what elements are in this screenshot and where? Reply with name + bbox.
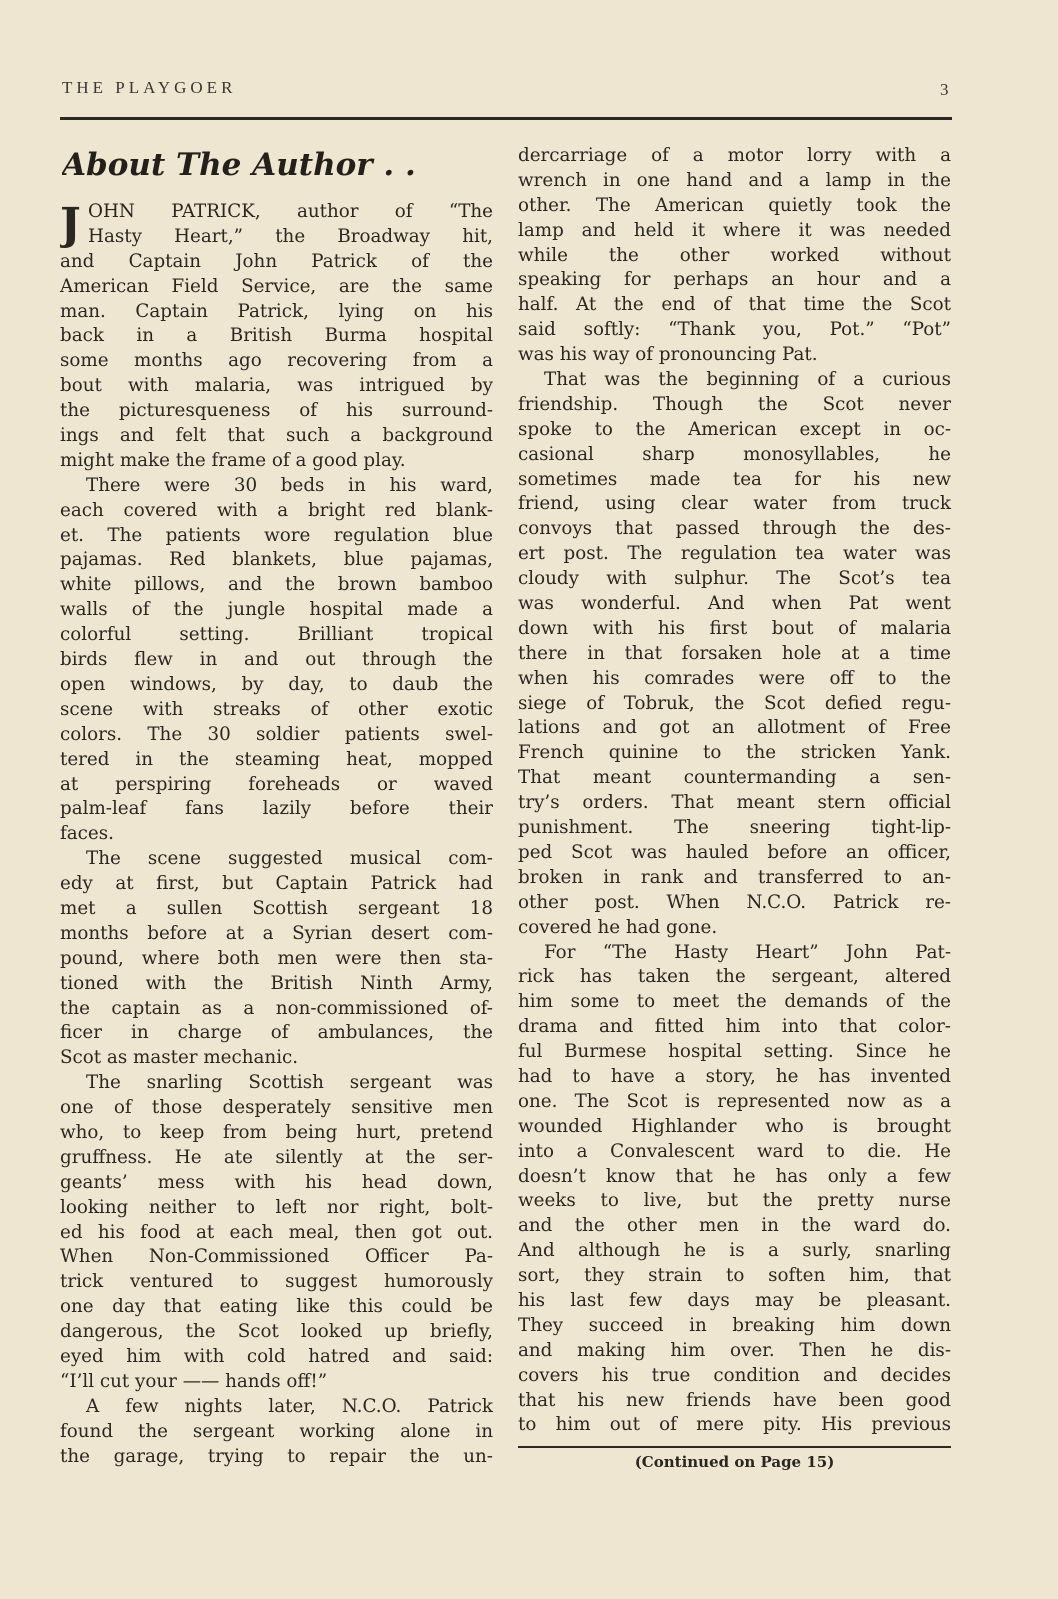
text-line: cloudy with sulphur. The Scot’s tea: [518, 568, 951, 590]
text-line: said softly: “Thank you, Pot.” “Pot”: [518, 319, 951, 341]
page-number: 3: [940, 80, 949, 99]
text-line: dangerous, the Scot looked up briefly,: [60, 1321, 493, 1343]
left-column: [60, 200, 493, 1469]
text-line: might make the frame of a good play.: [60, 449, 406, 471]
text-line: trick ventured to suggest humorously: [60, 1271, 493, 1293]
text-line: “I’ll cut your —— hands off!”: [60, 1370, 328, 1392]
text-line: The snarling Scottish sergeant was: [86, 1072, 493, 1094]
text-line: faces.: [60, 823, 114, 845]
text-line: convoys that passed through the des-: [518, 518, 951, 540]
text-line: eyed him with cold hatred and said:: [60, 1345, 493, 1367]
text-line: his last few days may be pleasant.: [518, 1289, 951, 1311]
text-line: geants’ mess with his head down,: [60, 1171, 493, 1193]
text-line: other post. When N.C.O. Patrick re-: [518, 891, 951, 913]
text-line: sort, they strain to soften him, that: [518, 1265, 951, 1287]
continued-note: (Continued on Page 15): [634, 1453, 835, 1471]
text-line: the picturesqueness of his surround-: [60, 400, 493, 422]
text-line: friendship. Though the Scot never: [518, 393, 951, 415]
text-line: sometimes made tea for his new: [518, 468, 951, 490]
text-line: That meant countermanding a sen-: [518, 767, 951, 789]
text-line: friend, using clear water from truck: [518, 493, 951, 515]
text-line: bout with malaria, was intrigued by: [60, 375, 493, 397]
text-line: ert post. The regulation tea water was: [518, 543, 951, 565]
text-line: was his way of pronouncing Pat.: [518, 344, 818, 366]
text-line: while the other worked without: [518, 244, 951, 266]
text-line: OHN PATRICK, author of “The: [88, 201, 493, 222]
text-line: Scot as master mechanic.: [60, 1047, 299, 1069]
text-line: the captain as a non-commissioned of-: [60, 997, 493, 1019]
text-line: half. At the end of that time the Scot: [518, 294, 951, 316]
text-line: French quinine to the stricken Yank.: [518, 742, 951, 764]
text-line: one. The Scot is represented now as a: [518, 1090, 951, 1112]
text-line: ficer in charge of ambulances, the: [60, 1022, 493, 1044]
text-line: looking neither to left nor right, bolt-: [60, 1196, 493, 1218]
text-line: and Captain John Patrick of the: [60, 250, 493, 272]
text-line: one of those desperately sensitive men: [60, 1097, 493, 1119]
text-line: months before at a Syrian desert com-: [60, 922, 493, 944]
text-line: man. Captain Patrick, lying on his: [60, 300, 493, 322]
text-line: found the sergeant working alone in: [60, 1420, 493, 1442]
text-line: ful Burmese hospital setting. Since he: [518, 1041, 951, 1063]
text-line: tered in the steaming heat, mopped: [60, 748, 493, 770]
footer-rule: [518, 1446, 951, 1448]
right-column: [518, 144, 951, 1438]
text-line: the garage, trying to repair the un-: [60, 1445, 493, 1467]
text-line: rick has taken the sergeant, altered: [518, 966, 951, 988]
text-line: When Non-Commissioned Officer Pa-: [60, 1246, 493, 1268]
text-line: wounded Highlander who is brought: [518, 1115, 951, 1137]
text-line: lamp and held it where it was needed: [518, 219, 951, 241]
text-line: The scene suggested musical com-: [86, 848, 493, 870]
text-line: palm-leaf fans lazily before their: [60, 798, 493, 820]
text-line: that his new friends have been good: [518, 1389, 951, 1411]
text-line: birds flew in and out through the: [60, 649, 493, 671]
text-line: weeks to live, but the pretty nurse: [518, 1190, 951, 1212]
text-line: covered he had gone.: [518, 916, 718, 938]
text-line: gruffness. He ate silently at the ser-: [60, 1146, 493, 1168]
text-line: was wonderful. And when Pat went: [518, 593, 951, 615]
text-line: try’s orders. That meant stern official: [518, 792, 951, 814]
text-line: siege of Tobruk, the Scot defied regu-: [518, 692, 951, 714]
text-line: ed his food at each meal, then got out.: [60, 1221, 493, 1243]
text-line: at perspiring foreheads or waved: [60, 773, 493, 795]
header-rule: [60, 117, 952, 120]
text-line: For “The Hasty Heart” John Pat-: [544, 941, 951, 963]
text-line: edy at first, but Captain Patrick had: [60, 873, 493, 895]
text-line: to him out of mere pity. His previous: [518, 1414, 951, 1436]
text-line: each covered with a bright red blank-: [60, 499, 493, 521]
drop-cap-block: [60, 200, 493, 250]
text-line: white pillows, and the brown bamboo: [60, 574, 493, 596]
drop-cap-lines: [88, 200, 493, 250]
publication-header: THE PLAYGOER: [62, 78, 237, 97]
text-line: broken in rank and transferred to an-: [518, 866, 951, 888]
text-line: Hasty Heart,” the Broadway hit,: [88, 225, 493, 247]
text-line: et. The patients wore regulation blue: [60, 524, 493, 546]
text-line: ped Scot was hauled before an officer,: [518, 841, 951, 863]
text-line: other. The American quietly took the: [518, 194, 951, 216]
text-line: colorful setting. Brilliant tropical: [60, 624, 493, 646]
text-line: there in that forsaken hole at a time: [518, 642, 951, 664]
text-line: down with his first bout of malaria: [518, 617, 951, 639]
text-line: pajamas. Red blankets, blue pajamas,: [60, 549, 493, 571]
text-line: wrench in one hand and a lamp in the: [518, 169, 951, 191]
text-line: spoke to the American except in oc-: [518, 418, 951, 440]
drop-cap: J: [60, 200, 81, 250]
text-line: speaking for perhaps an hour and a: [518, 269, 951, 291]
text-line: lations and got an allotment of Free: [518, 717, 951, 739]
text-line: and making him over. Then he dis-: [518, 1339, 951, 1361]
text-line: him some to meet the demands of the: [518, 991, 951, 1013]
text-line: back in a British Burma hospital: [60, 325, 493, 347]
text-line: pound, where both men were then sta-: [60, 947, 493, 969]
text-line: into a Convalescent ward to die. He: [518, 1140, 951, 1162]
text-line: one day that eating like this could be: [60, 1296, 493, 1318]
text-line: scene with streaks of other exotic: [60, 698, 493, 720]
text-line: They succeed in breaking him down: [518, 1314, 951, 1336]
text-line: punishment. The sneering tight-lip-: [518, 817, 951, 839]
article-title: About The Author . .: [62, 147, 416, 183]
text-line: American Field Service, are the same: [60, 275, 493, 297]
text-line: casional sharp monosyllables, he: [518, 443, 951, 465]
text-line: A few nights later, N.C.O. Patrick: [86, 1395, 493, 1417]
text-line: That was the beginning of a curious: [544, 369, 951, 391]
text-line: met a sullen Scottish sergeant 18: [60, 897, 493, 919]
text-line: when his comrades were off to the: [518, 667, 951, 689]
text-line: doesn’t know that he has only a few: [518, 1165, 951, 1187]
text-line: There were 30 beds in his ward,: [86, 474, 493, 496]
text-line: some months ago recovering from a: [60, 350, 493, 372]
text-line: open windows, by day, to daub the: [60, 673, 493, 695]
text-line: covers his true condition and decides: [518, 1364, 951, 1386]
text-line: walls of the jungle hospital made a: [60, 599, 493, 621]
text-line: drama and fitted him into that color-: [518, 1016, 951, 1038]
text-line: And although he is a surly, snarling: [518, 1240, 951, 1262]
text-line: had to have a story, he has invented: [518, 1065, 951, 1087]
text-line: tioned with the British Ninth Army,: [60, 972, 493, 994]
text-line: and the other men in the ward do.: [518, 1215, 951, 1237]
text-line: colors. The 30 soldier patients swel-: [60, 723, 493, 745]
text-line: ings and felt that such a background: [60, 425, 493, 447]
text-line: dercarriage of a motor lorry with a: [518, 145, 951, 166]
text-line: who, to keep from being hurt, pretend: [60, 1121, 493, 1143]
